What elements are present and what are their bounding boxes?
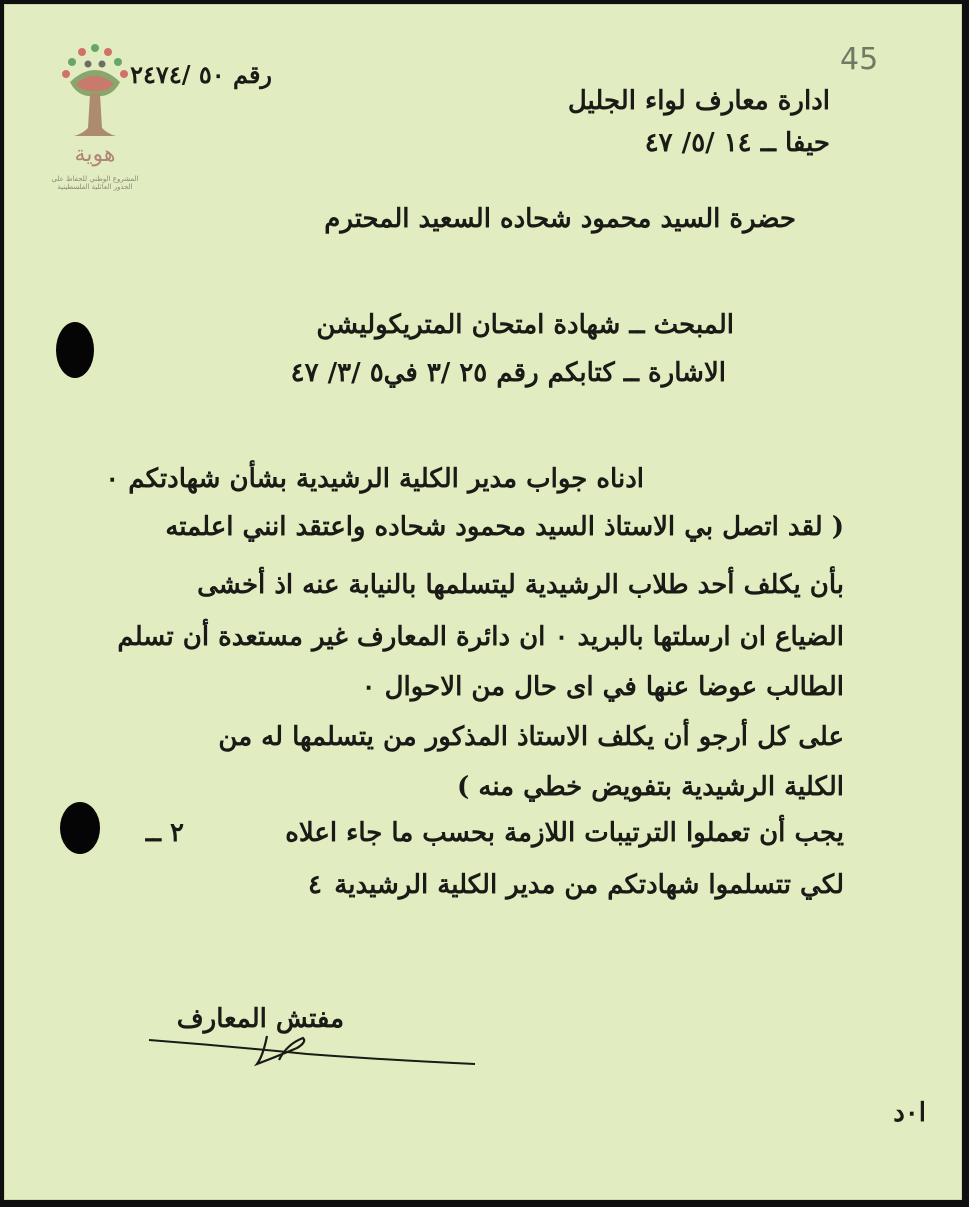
punch-hole-top	[56, 322, 94, 378]
header-date: حيفا ــ ١٤ /٥/ ٤٧	[644, 128, 830, 158]
document-page	[4, 4, 962, 1200]
page-number: 45	[840, 42, 879, 77]
item-text: يجب أن تعملوا الترتيبات اللازمة بحسب ما جاء اعلاه	[285, 818, 844, 848]
body-line-6: على كل أرجو أن يكلف الاستاذ المذكور من يتسلمها له من	[218, 722, 844, 752]
item-text-2: لكي تتسلموا شهادتكم من مدير الكلية الرشيدية	[334, 870, 844, 900]
item-end-mark: ٤	[308, 870, 322, 900]
watermark-name: هوية	[74, 142, 116, 167]
header-organization: ادارة معارف لواء الجليل	[567, 86, 830, 116]
body-line-1: ادناه جواب مدير الكلية الرشيدية بشأن شهادتكم ٠	[105, 464, 644, 494]
punch-hole-bottom	[60, 802, 100, 854]
signatory-title: مفتش المعارف	[176, 1004, 344, 1034]
reference-number: رقم ٥٠ /٢٤٧٤	[130, 60, 272, 89]
reference-line: الاشارة ــ كتابكم رقم ٢٥ /٣ في٥ /٣/ ٤٧	[290, 358, 726, 388]
body-line-3: بأن يكلف أحد طلاب الرشيدية ليتسلمها بالنيابة عنه اذ أخشى	[197, 570, 844, 600]
body-line-4: الضياع ان ارسلتها بالبريد ٠ ان دائرة المعارف غير مستعدة أن تسلم	[117, 622, 844, 652]
item-number: ٢ ــ	[145, 818, 184, 848]
body-line-7: الكلية الرشيدية بتفويض خطي منه )	[457, 772, 844, 802]
body-line-5: الطالب عوضا عنها في اى حال من الاحوال ٠	[361, 672, 844, 702]
handwritten-signature	[147, 1034, 477, 1074]
subject-line: المبحث ــ شهادة امتحان المتريكوليشن	[316, 310, 734, 340]
addressee: حضرة السيد محمود شحاده السعيد المحترم	[324, 204, 796, 234]
watermark-caption: المشروع الوطني للحفاظ على الجذور العائلية الفلسطينية	[51, 175, 139, 191]
initials: ا٠د	[893, 1098, 926, 1128]
body-line-2: ( لقد اتصل بي الاستاذ السيد محمود شحاده واعتقد انني اعلمته	[165, 512, 844, 542]
